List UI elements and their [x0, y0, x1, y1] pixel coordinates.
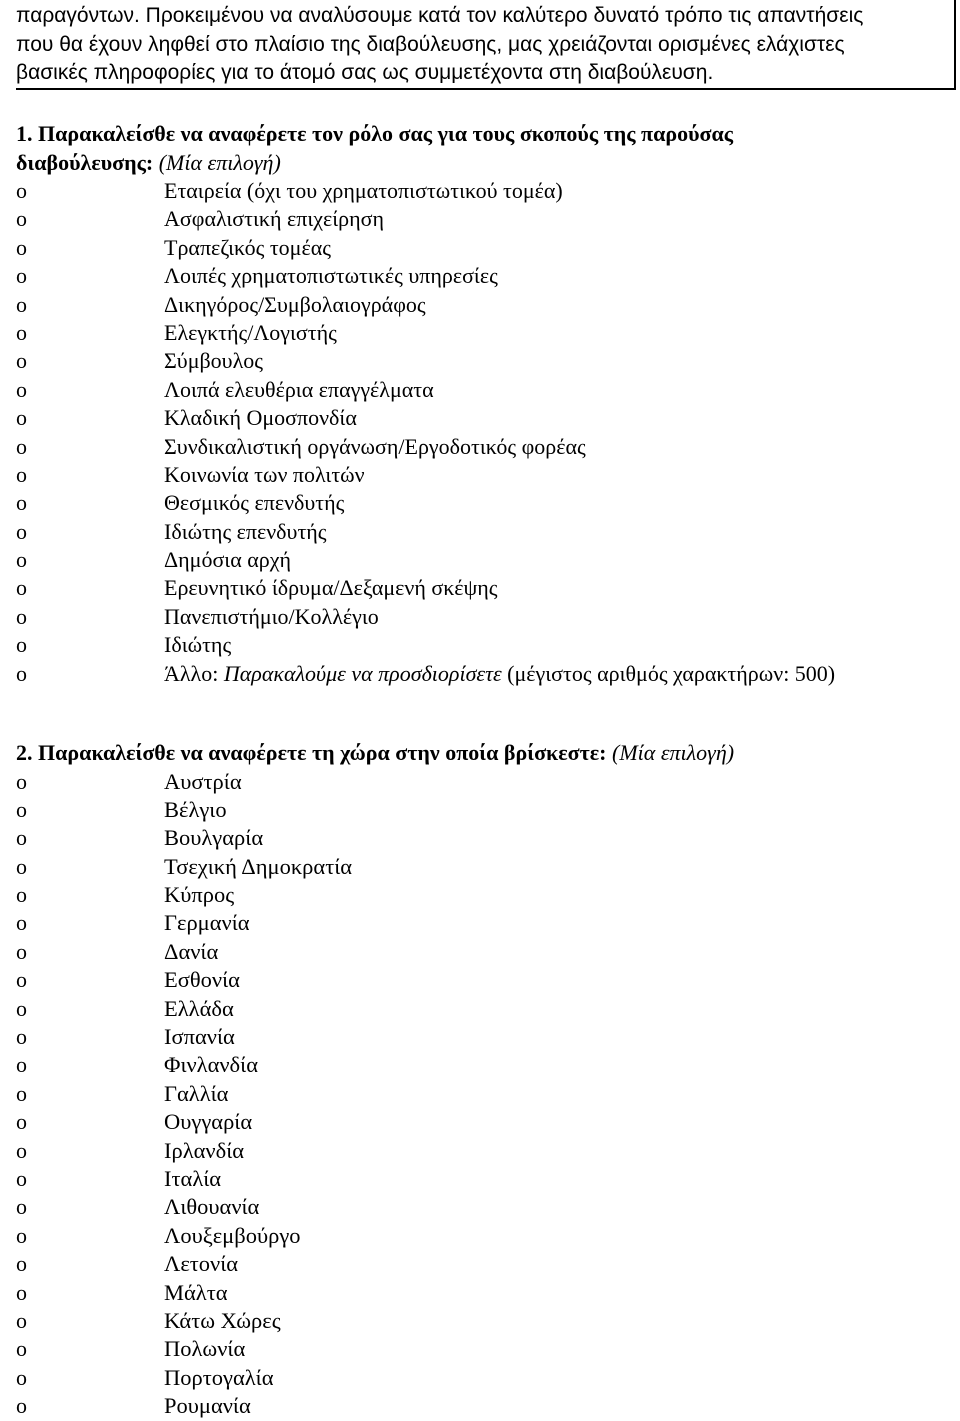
selection-note: (Μία επιλογή)	[158, 149, 281, 175]
option-label: Ρουμανία	[164, 1393, 251, 1419]
radio-button-icon[interactable]: o	[16, 910, 27, 936]
radio-button-icon[interactable]: o	[16, 1222, 27, 1248]
other-label: Άλλο:	[164, 660, 219, 686]
radio-button-icon[interactable]: o	[16, 768, 27, 794]
role-option[interactable]	[16, 433, 946, 461]
option-label: Πολωνία	[164, 1336, 246, 1362]
role-option[interactable]	[16, 234, 946, 262]
role-option-other[interactable]	[16, 660, 946, 688]
radio-button-icon[interactable]: o	[16, 405, 27, 431]
country-option[interactable]	[16, 1307, 946, 1335]
country-option[interactable]	[16, 1023, 946, 1051]
option-label: Ιδιώτης επενδυτής	[164, 518, 327, 544]
role-option[interactable]	[16, 404, 946, 432]
option-label: Αυστρία	[164, 768, 242, 794]
option-label: Τραπεζικός τομέας	[164, 234, 331, 260]
option-label: Ελεγκτής/Λογιστής	[164, 319, 337, 345]
question-role	[16, 120, 946, 688]
radio-button-icon[interactable]: o	[16, 1080, 27, 1106]
country-options	[16, 768, 946, 1421]
country-option[interactable]	[16, 1165, 946, 1193]
option-label: Κλαδική Ομοσπονδία	[164, 405, 357, 431]
country-option[interactable]	[16, 1108, 946, 1136]
option-label: Δημόσια αρχή	[164, 547, 292, 573]
option-label: Εσθονία	[164, 967, 240, 993]
role-option[interactable]	[16, 546, 946, 574]
option-label: Πανεπιστήμιο/Κολλέγιο	[164, 603, 379, 629]
radio-button-icon[interactable]: o	[16, 178, 27, 203]
radio-button-icon[interactable]: o	[16, 796, 27, 822]
radio-button-icon[interactable]: o	[16, 1052, 27, 1078]
role-option[interactable]	[16, 631, 946, 659]
option-label: Λιθουανία	[164, 1194, 260, 1220]
country-option[interactable]	[16, 995, 946, 1023]
country-option[interactable]	[16, 1080, 946, 1108]
country-option[interactable]	[16, 1137, 946, 1165]
question-title-text: 2. Παρακαλείσθε να αναφέρετε τη χώρα στην οποία βρίσκεστε:	[16, 740, 607, 765]
country-option[interactable]	[16, 1279, 946, 1307]
role-option[interactable]	[16, 291, 946, 319]
country-option[interactable]	[16, 938, 946, 966]
option-label: Κοινωνία των πολιτών	[164, 461, 365, 487]
country-option[interactable]	[16, 824, 946, 852]
radio-button-icon[interactable]: o	[16, 518, 27, 544]
option-label: Ελλάδα	[164, 995, 234, 1021]
option-label: Φινλανδία	[164, 1052, 258, 1078]
radio-button-icon[interactable]: o	[16, 1194, 27, 1220]
option-label: Λουξεμβούργο	[164, 1222, 301, 1248]
option-label: Πορτογαλία	[164, 1364, 274, 1390]
radio-button-icon[interactable]: o	[16, 882, 27, 908]
other-note: Παρακαλούμε να προσδιορίσετε	[223, 660, 502, 686]
radio-button-icon[interactable]: o	[16, 319, 27, 345]
option-label: Κύπρος	[164, 882, 235, 908]
country-option[interactable]	[16, 853, 946, 881]
radio-button-icon[interactable]: o	[16, 660, 27, 686]
radio-button-icon[interactable]: o	[16, 1165, 27, 1191]
country-option[interactable]	[16, 1364, 946, 1392]
radio-button-icon[interactable]: o	[16, 490, 27, 516]
radio-button-icon[interactable]: o	[16, 1364, 27, 1390]
intro-line: βασικές πληροφορίες για το άτομό σας ως συμμετέχοντα στη διαβούλευση.	[16, 61, 714, 84]
country-option[interactable]	[16, 1335, 946, 1363]
option-label: Δανία	[164, 938, 219, 964]
radio-button-icon[interactable]: o	[16, 1307, 27, 1333]
option-label: Δικηγόρος/Συμβολαιογράφος	[164, 291, 426, 317]
role-option[interactable]	[16, 262, 946, 290]
radio-button-icon[interactable]: o	[16, 575, 27, 601]
radio-button-icon[interactable]: o	[16, 461, 27, 487]
option-label: Ερευνητικό ίδρυμα/Δεξαμενή σκέψης	[164, 575, 498, 601]
country-option[interactable]	[16, 1222, 946, 1250]
radio-button-icon[interactable]: o	[16, 547, 27, 573]
role-option[interactable]	[16, 574, 946, 602]
radio-button-icon[interactable]: o	[16, 206, 27, 232]
country-option[interactable]	[16, 1051, 946, 1079]
radio-button-icon[interactable]: o	[16, 632, 27, 658]
role-option[interactable]	[16, 603, 946, 631]
role-options	[16, 177, 946, 688]
country-option[interactable]	[16, 768, 946, 796]
question-title-line: 1. Παρακαλείσθε να αναφέρετε τον ρόλο σας για τους σκοπούς της παρούσας	[16, 121, 734, 146]
option-label: Γαλλία	[164, 1080, 229, 1106]
country-option[interactable]	[16, 1193, 946, 1221]
radio-button-icon[interactable]: o	[16, 1393, 27, 1419]
role-option[interactable]	[16, 489, 946, 517]
radio-button-icon[interactable]: o	[16, 433, 27, 459]
radio-button-icon[interactable]: o	[16, 1279, 27, 1305]
radio-button-icon[interactable]: o	[16, 995, 27, 1021]
country-option[interactable]	[16, 909, 946, 937]
radio-button-icon[interactable]: o	[16, 348, 27, 374]
intro-paragraph	[16, 2, 946, 88]
option-label	[164, 660, 835, 688]
radio-button-icon[interactable]: o	[16, 1109, 27, 1135]
option-label: Ουγγαρία	[164, 1109, 253, 1135]
intro-line: που θα έχουν ληφθεί στο πλαίσιο της διαβούλευσης, μας χρειάζονται ορισμένες ελάχιστες	[16, 32, 845, 56]
option-label: Γερμανία	[164, 910, 250, 936]
radio-button-icon[interactable]: o	[16, 1137, 27, 1163]
question-title	[16, 120, 946, 177]
role-option[interactable]	[16, 319, 946, 347]
option-label: Τσεχική Δημοκρατία	[164, 853, 353, 879]
option-label: Εταιρεία (όχι του χρηματοπιστωτικού τομέα)	[164, 178, 563, 203]
intro-line: παραγόντων. Προκειμένου να αναλύσουμε κατά τον καλύτερο δυνατό τρόπο τις απαντήσεις	[16, 4, 864, 27]
country-option[interactable]	[16, 1392, 946, 1420]
option-label: Μάλτα	[164, 1279, 228, 1305]
radio-button-icon[interactable]: o	[16, 938, 27, 964]
option-label: Σύμβουλος	[164, 348, 263, 374]
role-option[interactable]	[16, 177, 946, 205]
country-option[interactable]	[16, 966, 946, 994]
option-label: Λετονία	[164, 1251, 239, 1277]
question-title	[16, 739, 946, 768]
selection-note: (Μία επιλογή)	[612, 740, 735, 765]
option-label: Βουλγαρία	[164, 825, 264, 851]
role-option[interactable]	[16, 205, 946, 233]
radio-button-icon[interactable]: o	[16, 1336, 27, 1362]
country-option[interactable]	[16, 881, 946, 909]
option-label: Λοιπές χρηματοπιστωτικές υπηρεσίες	[164, 263, 498, 289]
option-label: Θεσμικός επενδυτής	[164, 490, 345, 516]
option-label: Ισπανία	[164, 1024, 235, 1050]
radio-button-icon[interactable]: o	[16, 853, 27, 879]
radio-button-icon[interactable]: o	[16, 234, 27, 260]
radio-button-icon[interactable]: o	[16, 603, 27, 629]
option-label: Λοιπά ελευθέρια επαγγέλματα	[164, 376, 434, 402]
option-label: Κάτω Χώρες	[164, 1307, 281, 1333]
other-limit: (μέγιστος αριθμός χαρακτήρων: 500)	[507, 660, 836, 686]
country-option[interactable]	[16, 796, 946, 824]
role-option[interactable]	[16, 376, 946, 404]
radio-button-icon[interactable]: o	[16, 1024, 27, 1050]
radio-button-icon[interactable]: o	[16, 967, 27, 993]
role-option[interactable]	[16, 461, 946, 489]
country-option[interactable]	[16, 1250, 946, 1278]
radio-button-icon[interactable]: o	[16, 376, 27, 402]
option-label: Συνδικαλιστική οργάνωση/Εργοδοτικός φορέας	[164, 433, 586, 459]
radio-button-icon[interactable]: o	[16, 1251, 27, 1277]
role-option[interactable]	[16, 347, 946, 375]
radio-button-icon[interactable]: o	[16, 825, 27, 851]
radio-button-icon[interactable]: o	[16, 291, 27, 317]
question-country	[16, 739, 946, 1420]
option-label: Ιρλανδία	[164, 1137, 245, 1163]
option-label: Ιδιώτης	[164, 632, 232, 658]
radio-button-icon[interactable]: o	[16, 263, 27, 289]
option-label: Βέλγιο	[164, 796, 227, 822]
question-title-line: διαβούλευσης:	[16, 149, 154, 175]
role-option[interactable]	[16, 518, 946, 546]
option-label: Ασφαλιστική επιχείρηση	[164, 206, 385, 232]
option-label: Ιταλία	[164, 1165, 222, 1191]
